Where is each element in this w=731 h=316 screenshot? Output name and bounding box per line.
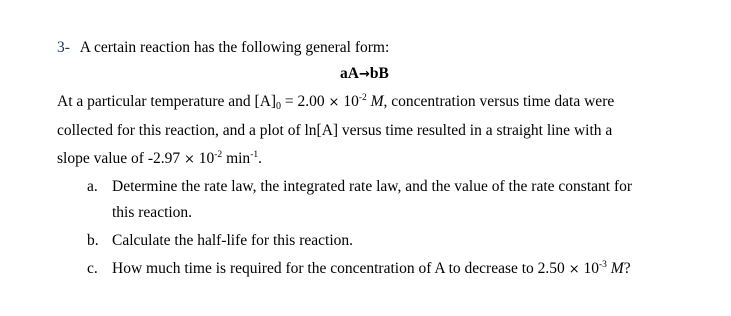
body-text: 10 — [194, 150, 215, 167]
body-line-2 — [57, 121, 612, 141]
body-text: How much time is required for the concentration of A to decrease to 2.50 — [112, 260, 569, 277]
reaction-arrow-icon: → — [358, 67, 370, 82]
reaction-equation — [340, 64, 389, 85]
times-symbol: × — [568, 262, 580, 277]
body-text: . — [258, 150, 262, 167]
unit-molar: M — [366, 93, 384, 110]
question-intro-line — [57, 38, 389, 58]
subscript-zero: 0 — [276, 101, 282, 112]
times-symbol: × — [183, 152, 195, 167]
part-a-line-1: Determine the rate law, the integrated rate law, and the value of the rate constant for — [112, 178, 633, 195]
body-text: min — [222, 150, 251, 167]
part-a-label: a. — [87, 178, 98, 195]
part-b-text: Calculate the half-life for this reaction. — [112, 232, 354, 249]
body-text: slope value of -2.97 — [57, 150, 184, 167]
body-text: 10 — [579, 260, 599, 277]
part-c-label: c. — [87, 260, 98, 277]
unit-molar: M — [606, 260, 624, 277]
exponent: -1 — [250, 150, 259, 160]
reaction-product: bB — [369, 65, 389, 82]
body-text: At a particular temperature and [A] — [57, 93, 277, 110]
exponent: -2 — [214, 150, 223, 160]
exponent: -2 — [358, 93, 367, 103]
body-line-3 — [57, 149, 262, 171]
part-c-text — [112, 259, 631, 281]
part-b-label: b. — [87, 232, 99, 249]
times-symbol: × — [328, 95, 340, 110]
question-intro: A certain reaction has the following general form: — [79, 39, 390, 56]
part-a-line-2: this reaction. — [112, 204, 193, 221]
body-text: 10 — [339, 93, 359, 110]
body-line-1 — [57, 92, 614, 114]
body-text: collected for this reaction, and a plot of ln[A] versus time resulted in a straight line with a — [57, 122, 613, 139]
question-number: 3- — [57, 39, 70, 56]
body-text: , concentration versus time data were — [383, 93, 615, 110]
body-text: = 2.00 — [281, 93, 329, 110]
reaction-reactant: aA — [340, 65, 359, 82]
exponent: -3 — [598, 260, 607, 270]
body-text: ? — [623, 260, 631, 277]
